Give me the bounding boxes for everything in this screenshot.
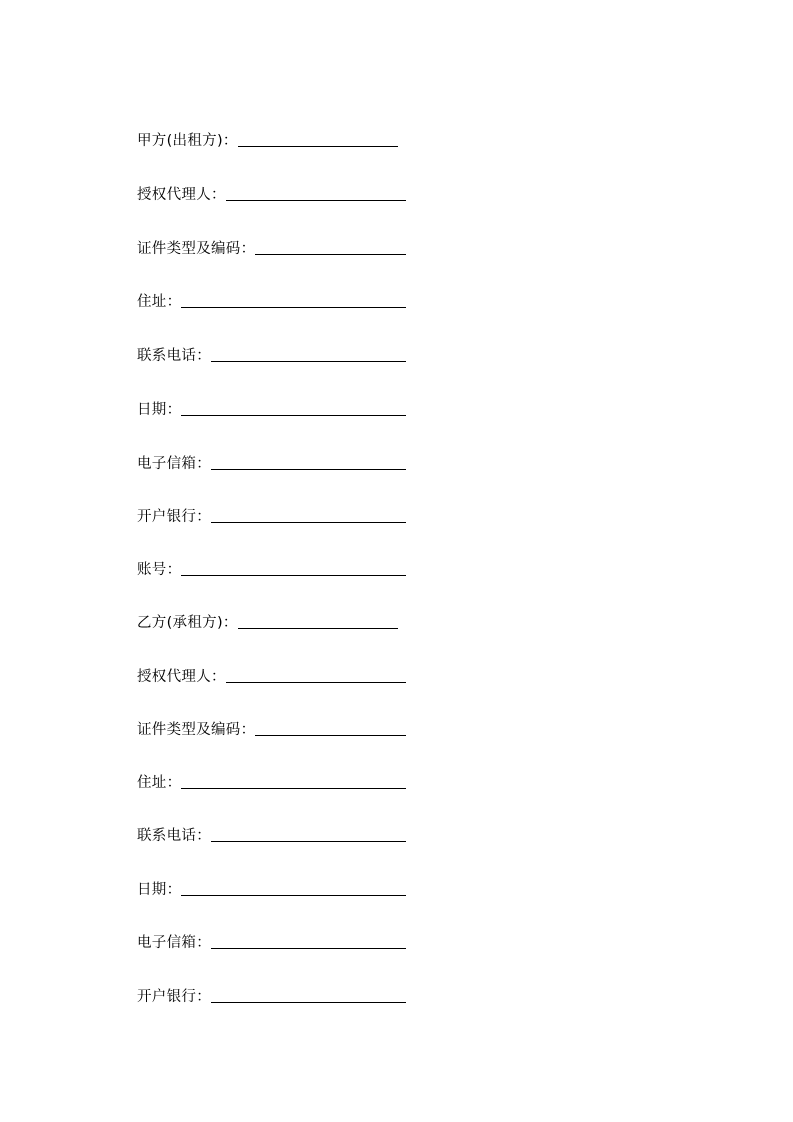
field-label: 联系电话： bbox=[137, 828, 211, 844]
party-b-title: 乙方(承租方)： bbox=[137, 615, 238, 631]
party-a-agent-line[interactable] bbox=[226, 200, 406, 201]
party-a-agent-field bbox=[137, 184, 406, 204]
party-a-account-line[interactable] bbox=[181, 575, 406, 576]
field-label: 证件类型及编码： bbox=[137, 241, 256, 257]
field-label: 住址： bbox=[137, 775, 182, 791]
party-a-date-line[interactable] bbox=[181, 415, 406, 416]
field-label: 证件类型及编码： bbox=[137, 722, 256, 738]
party-a-date-field bbox=[137, 399, 406, 419]
party-b-id-field bbox=[137, 719, 406, 739]
party-b-title-field bbox=[137, 612, 398, 632]
party-a-email-line[interactable] bbox=[211, 469, 406, 470]
party-a-phone-field bbox=[137, 345, 406, 365]
party-a-id-field bbox=[137, 238, 406, 258]
party-a-account-field bbox=[137, 559, 406, 579]
party-b-agent-line[interactable] bbox=[226, 682, 406, 683]
party-a-title: 甲方(出租方)： bbox=[137, 133, 238, 149]
party-b-date-line[interactable] bbox=[181, 895, 406, 896]
party-b-id-line[interactable] bbox=[255, 735, 406, 736]
field-label: 授权代理人： bbox=[137, 669, 226, 685]
party-b-bank-field bbox=[137, 986, 406, 1006]
field-label: 开户银行： bbox=[137, 989, 211, 1005]
party-b-address-field bbox=[137, 772, 406, 792]
party-b-address-line[interactable] bbox=[181, 788, 406, 789]
party-a-address-field bbox=[137, 291, 406, 311]
field-label: 电子信箱： bbox=[137, 456, 211, 472]
field-label: 电子信箱： bbox=[137, 935, 211, 951]
party-a-bank-line[interactable] bbox=[211, 522, 406, 523]
field-label: 日期： bbox=[137, 882, 182, 898]
party-b-phone-line[interactable] bbox=[211, 841, 406, 842]
party-a-phone-line[interactable] bbox=[211, 361, 406, 362]
field-label: 开户银行： bbox=[137, 509, 211, 525]
party-b-date-field bbox=[137, 879, 406, 899]
party-b-email-line[interactable] bbox=[211, 948, 406, 949]
party-b-bank-line[interactable] bbox=[211, 1002, 406, 1003]
field-label: 账号： bbox=[137, 562, 182, 578]
party-b-phone-field bbox=[137, 825, 406, 845]
field-label: 日期： bbox=[137, 402, 182, 418]
party-a-bank-field bbox=[137, 506, 406, 526]
party-b-email-field bbox=[137, 932, 406, 952]
field-label: 住址： bbox=[137, 294, 182, 310]
party-b-name-line[interactable] bbox=[238, 628, 398, 629]
party-a-email-field bbox=[137, 453, 406, 473]
field-label: 授权代理人： bbox=[137, 187, 226, 203]
party-a-id-line[interactable] bbox=[255, 254, 406, 255]
field-label: 联系电话： bbox=[137, 348, 211, 364]
party-a-title-field bbox=[137, 130, 398, 150]
party-a-address-line[interactable] bbox=[181, 307, 406, 308]
party-a-name-line[interactable] bbox=[238, 146, 398, 147]
party-b-agent-field bbox=[137, 666, 406, 686]
